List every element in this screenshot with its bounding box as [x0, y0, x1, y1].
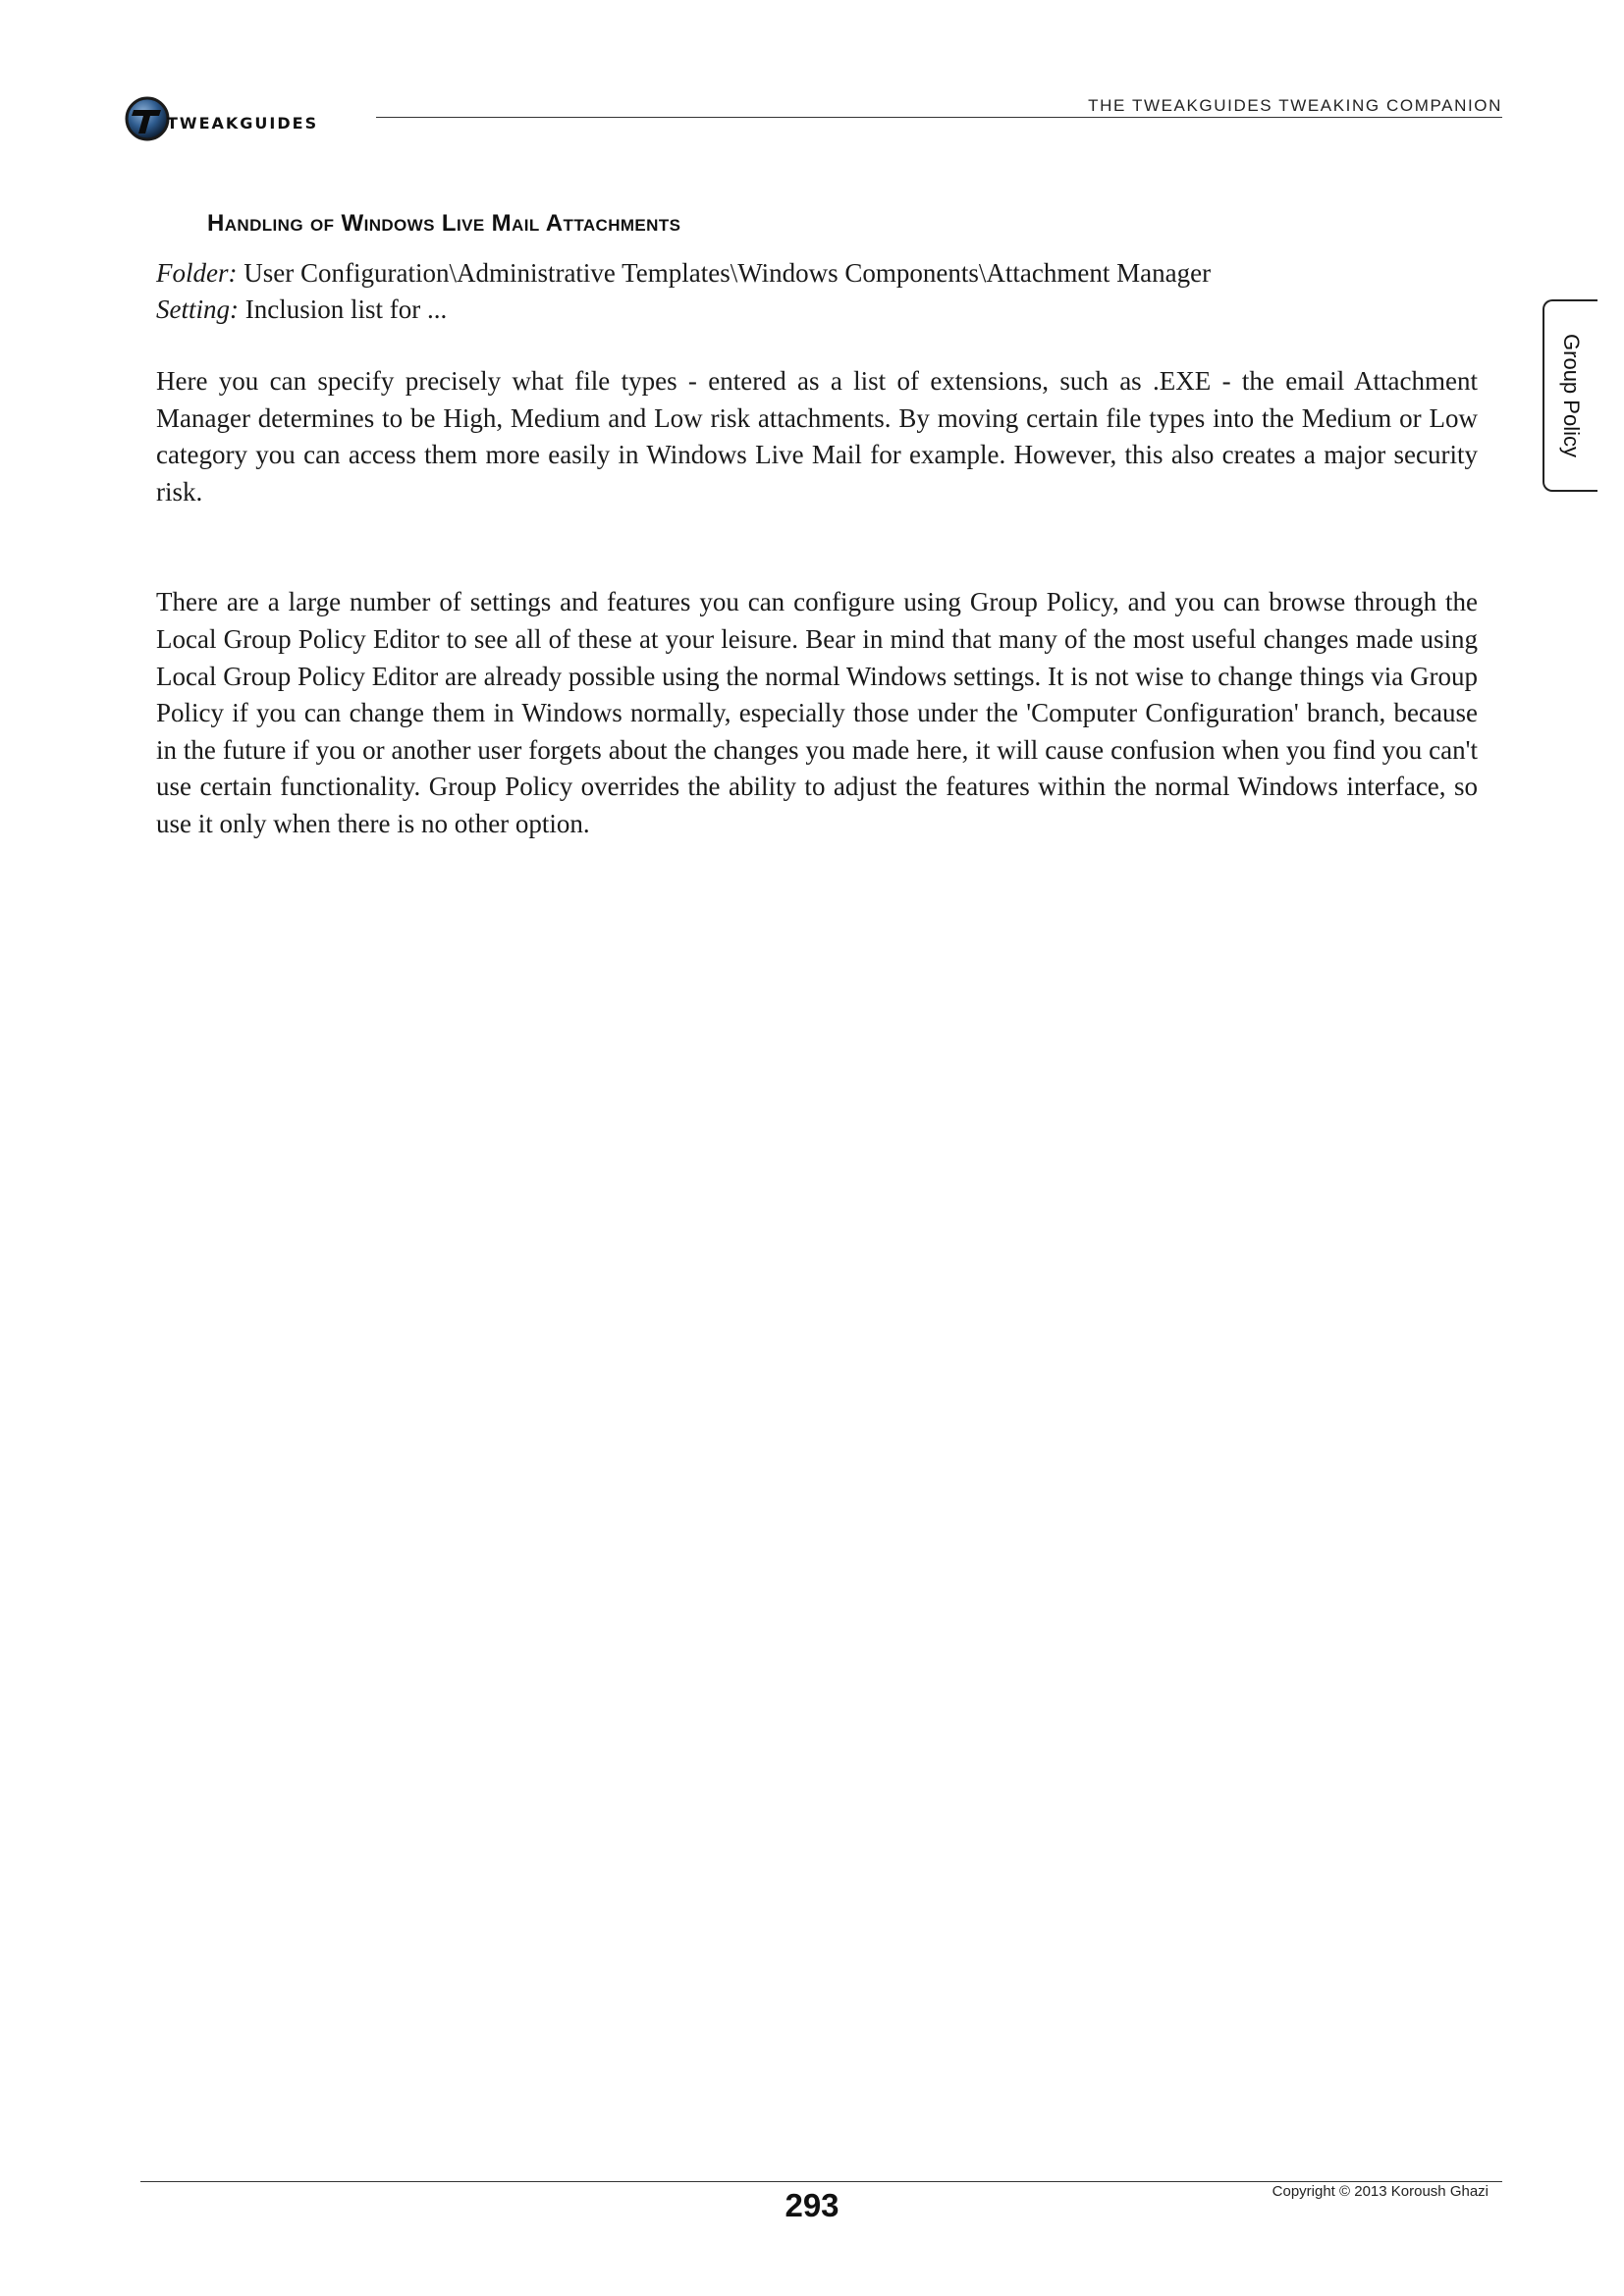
header-title: THE TWEAKGUIDES TWEAKING COMPANION [1088, 96, 1502, 115]
setting-meta [156, 255, 1478, 328]
page-header [0, 0, 1624, 157]
page-content [156, 206, 1478, 843]
tweakguides-logo-icon [124, 94, 359, 143]
copyright-notice: Copyright © 2013 Koroush Ghazi [1272, 2183, 1489, 2200]
section-heading: Handling of Windows Live Mail Attachments [207, 210, 681, 237]
folder-value: User Configuration\Administrative Templates\Windows Components\Attachment Manager [244, 258, 1212, 288]
folder-line [156, 255, 1478, 292]
side-tab-label: Group Policy [1559, 334, 1584, 457]
folder-key: Folder: [156, 258, 238, 288]
side-tab-group-policy [1543, 299, 1597, 492]
header-rule [376, 117, 1502, 118]
setting-value: Inclusion list for ... [244, 294, 448, 324]
footer-rule [140, 2181, 1502, 2182]
closing-paragraph: There are a large number of settings and features you can configure using Group Policy, and you can browse through the Local Group Policy Editor to see all of these at your leisure. Bear in mind that many of the most useful changes made using Local Group Policy Editor are already possible using the normal Windows settings. It is not wise to change things via Group Policy if you can change them in Windows normally, especially those under the 'Computer Configuration' branch, because in the future if you or another user forgets about the changes you made here, it will cause confusion when you find you can't use certain functionality. Group Policy overrides the ability to adjust the features within the normal Windows interface, so use it only when there is no other option. [156, 587, 1478, 838]
svg-text:TWEAKGUIDES: TWEAKGUIDES [167, 114, 319, 133]
page-number: 293 [785, 2187, 839, 2223]
setting-key: Setting: [156, 294, 239, 324]
section-paragraph: Here you can specify precisely what file types - entered as a list of extensions, such as .EXE - the email Attachment Manager determines to be High, Medium and Low risk attachments. By moving certain file types into the Medium or Low category you can access them more easily in Windows Live Mail for example. However, this also creates a major security risk. [156, 366, 1478, 507]
setting-line [156, 292, 1478, 328]
